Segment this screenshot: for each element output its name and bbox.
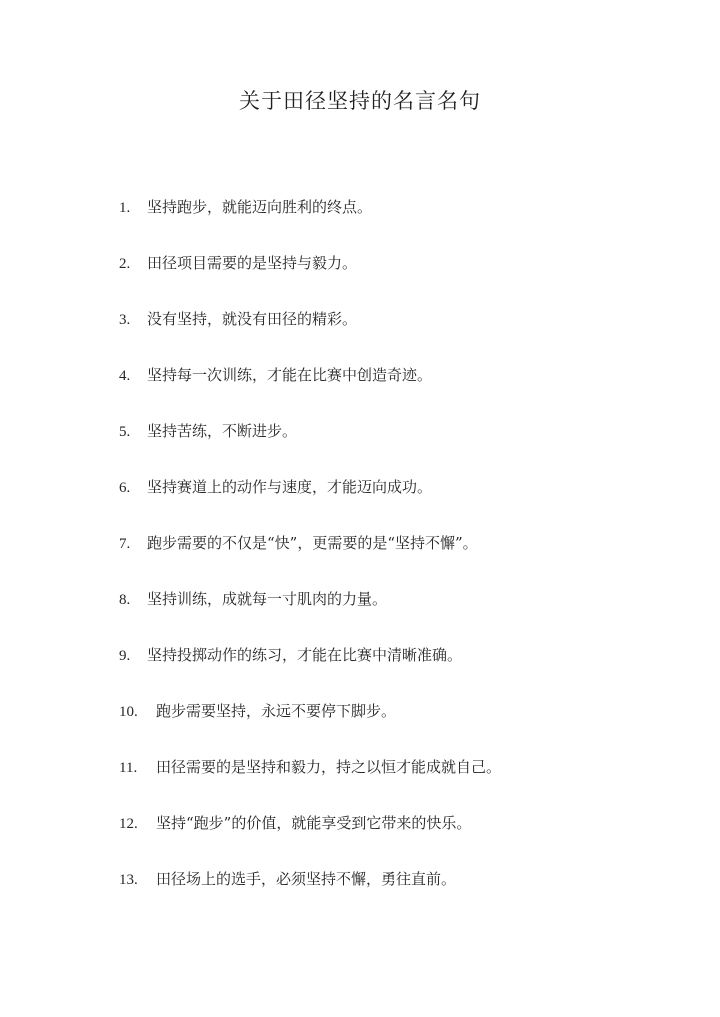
list-item [119,699,679,755]
item-number: 1. [119,200,131,216]
item-number: 7. [119,536,131,552]
item-number: 6. [119,480,131,496]
item-text: 坚持赛道上的动作与速度，才能迈向成功。 [147,478,433,496]
item-text: 坚持跑步，就能迈向胜利的终点。 [147,198,373,216]
list-item [119,475,679,531]
list-item [119,755,679,811]
item-text: 跑步需要的不仅是“快”，更需要的是“坚持不懈”。 [147,534,478,552]
item-number: 10. [119,704,138,720]
item-text: 跑步需要坚持，永远不要停下脚步。 [156,702,397,720]
list-item [119,587,679,643]
item-text: 坚持训练，成就每一寸肌肉的力量。 [147,590,388,608]
page-title: 关于田径坚持的名言名句 [239,89,481,113]
list-item [119,363,679,419]
quote-list [119,195,679,923]
item-text: 田径需要的是坚持和毅力，持之以恒才能成就自己。 [156,758,502,776]
list-item [119,419,679,475]
list-item [119,195,679,251]
item-number: 12. [119,816,138,832]
item-text: 坚持投掷动作的练习，才能在比赛中清晰准确。 [147,646,463,664]
item-number: 8. [119,592,131,608]
list-item [119,531,679,587]
item-text: 田径项目需要的是坚持与毅力。 [147,254,358,272]
list-item [119,811,679,867]
item-number: 11. [119,760,138,776]
list-item [119,643,679,699]
item-text: 田径场上的选手，必须坚持不懈，勇往直前。 [156,870,457,888]
item-number: 3. [119,312,131,328]
item-number: 2. [119,256,131,272]
list-item [119,251,679,307]
item-text: 坚持“跑步”的价值，就能享受到它带来的快乐。 [156,814,472,832]
item-number: 4. [119,368,131,384]
item-text: 没有坚持，就没有田径的精彩。 [147,310,358,328]
item-number: 9. [119,648,131,664]
item-number: 13. [119,872,138,888]
item-text: 坚持每一次训练，才能在比赛中创造奇迹。 [147,366,433,384]
item-number: 5. [119,424,131,440]
item-text: 坚持苦练，不断进步。 [147,422,298,440]
list-item [119,867,679,923]
list-item [119,307,679,363]
